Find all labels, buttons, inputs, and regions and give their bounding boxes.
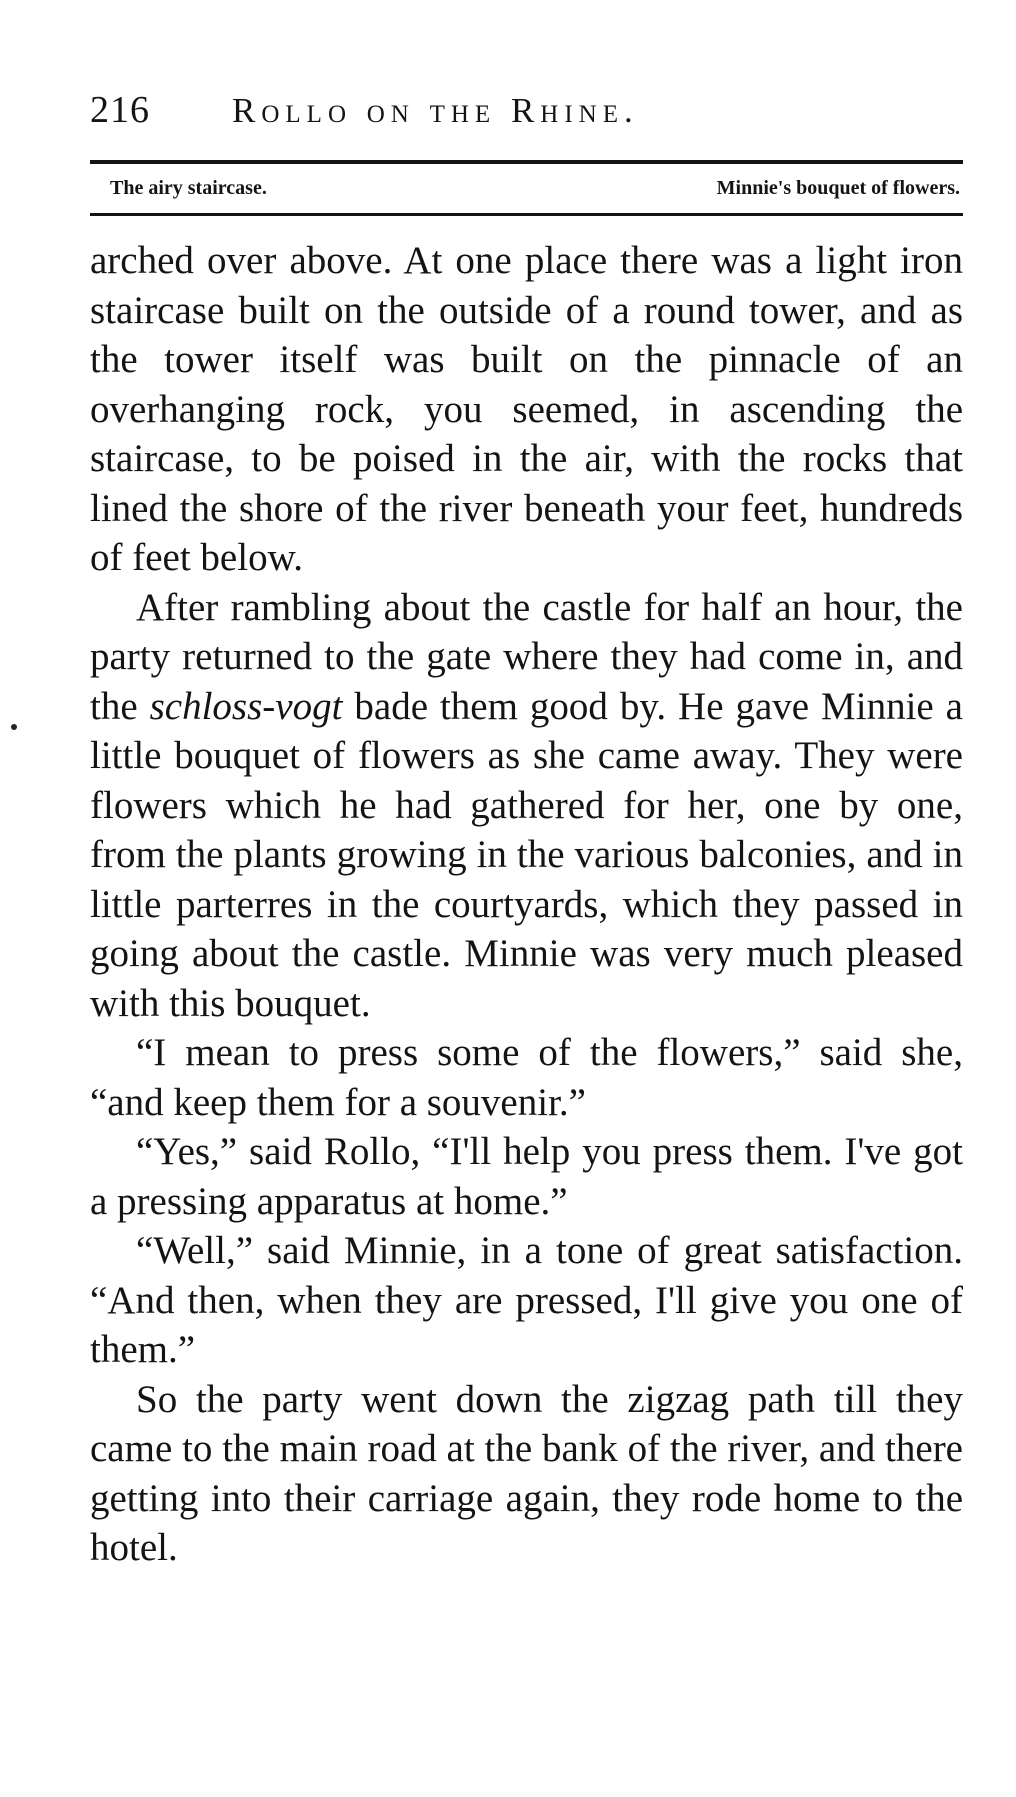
paragraph-6: So the party went down the zigzag path till they came to the main road at the bank of the river, and there getting into their carriage again, they rode home to the hotel. [90,1377,963,1569]
paragraph-2-text-a: After rambling about the castle for half an hour, the party returned to the gate where they had come in, and the [90,585,963,728]
paragraph-5: “Well,” said Minnie, in a tone of great satisfaction. “And then, when they are pressed, I'll give you one of them.” [90,1229,963,1371]
running-head [90,88,960,148]
header-rule-top [90,160,963,164]
paragraph-2-text-b: bade them good by. He gave Minnie a little bouquet of flowers as she came away. They were flowers which he had gathered for her, one by one, from the plants growing in the various balconies, and in little parterres in the courtyards, which they passed in going about the castle. Minnie was very much pleased with this bouquet. [90,684,963,1025]
paragraph-2-italic-term: schloss-vogt [149,684,343,728]
paragraph-2 [90,583,963,1029]
page-number: 216 [90,89,150,131]
side-note-left: The airy staircase. [110,176,267,199]
side-note-right: Minnie's bouquet of flowers. [716,176,960,199]
body-text [90,236,963,1573]
book-title: Rollo on the Rhine. [232,91,639,130]
paragraph-3: “I mean to press some of the flowers,” said she, “and keep them for a souvenir.” [90,1031,963,1124]
side-notes [110,170,960,206]
paragraph-1: arched over above. At one place there was a light iron staircase built on the outside of a round tower, and as the tower itself was built on the pinnacle of an overhanging rock, you seemed, in ascending the staircase, to be poised in the air, with the rocks that lined the shore of the river beneath your feet, hundreds of feet below. [90,239,963,579]
paragraph-4: “Yes,” said Rollo, “I'll help you press them. I've got a pressing apparatus at home.” [90,1130,963,1223]
margin-speck [11,724,17,730]
header-rule-bottom [90,213,963,216]
